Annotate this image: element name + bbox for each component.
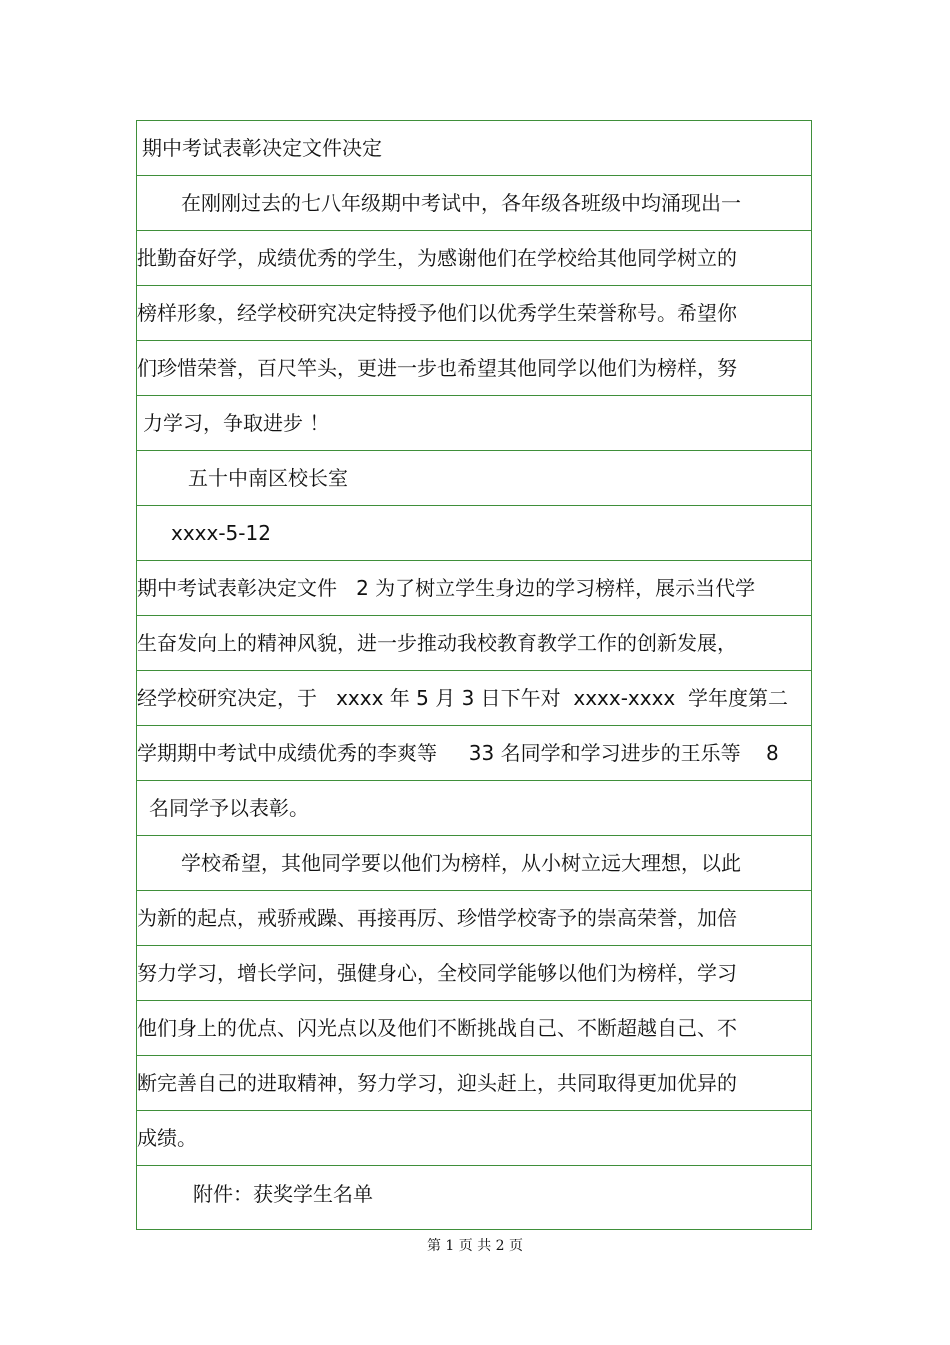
doc-row <box>137 616 811 671</box>
doc-row <box>137 671 811 726</box>
doc-row <box>137 396 811 451</box>
paragraph-line: 成绩。 <box>137 1126 197 1150</box>
doc-row <box>137 561 811 616</box>
doc-row <box>137 781 811 836</box>
paragraph-line: 学校希望，其他同学要以他们为榜样，从小树立远大理想，以此 <box>181 851 741 875</box>
doc-row <box>137 341 811 396</box>
paragraph-line: 们珍惜荣誉，百尺竿头，更进一步也希望其他同学以他们为榜样，努 <box>137 356 737 380</box>
paragraph-line: 榜样形象，经学校研究决定特授予他们以优秀学生荣誉称号。希望你 <box>137 301 737 325</box>
doc-row <box>137 286 811 341</box>
paragraph-line: 他们身上的优点、闪光点以及他们不断挑战自己、不断超越自己、不 <box>137 1016 737 1040</box>
doc-row <box>137 1056 811 1111</box>
signature-date: xxxx-5-12 <box>171 521 271 545</box>
doc-row <box>137 506 811 561</box>
page-indicator: 第 1 页 共 2 页 <box>426 1238 524 1254</box>
document-title: 期中考试表彰决定文件决定 <box>142 136 382 160</box>
paragraph-line: 在刚刚过去的七八年级期中考试中，各年级各班级中均涌现出一 <box>181 191 741 215</box>
doc-row <box>137 1001 811 1056</box>
paragraph-line: 名同学予以表彰。 <box>149 796 309 820</box>
paragraph-line: 断完善自己的进取精神，努力学习，迎头赶上，共同取得更加优异的 <box>137 1071 737 1095</box>
doc-row <box>137 836 811 891</box>
doc-row <box>137 231 811 286</box>
paragraph-line: 期中考试表彰决定文件 2 为了树立学生身边的学习榜样，展示当代学 <box>137 576 756 600</box>
document-frame <box>136 120 812 1230</box>
doc-row <box>137 1111 811 1166</box>
doc-row <box>137 726 811 781</box>
doc-row <box>137 176 811 231</box>
doc-row <box>137 121 811 176</box>
attachment-line: 附件：获奖学生名单 <box>193 1182 373 1206</box>
signature-office: 五十中南区校长室 <box>188 466 348 490</box>
doc-row <box>137 451 811 506</box>
doc-row <box>137 1166 811 1221</box>
paragraph-line: 经学校研究决定，于 xxxx 年 5 月 3 日下午对 xxxx-xxxx 学年度第二 <box>137 686 788 710</box>
paragraph-line: 努力学习，增长学问，强健身心，全校同学能够以他们为榜样，学习 <box>137 961 737 985</box>
paragraph-line: 生奋发向上的精神风貌，进一步推动我校教育教学工作的创新发展， <box>137 631 737 655</box>
paragraph-line: 为新的起点，戒骄戒躁、再接再厉、珍惜学校寄予的崇高荣誉，加倍 <box>137 906 737 930</box>
paragraph-line: 力学习，争取进步 ！ <box>143 411 330 435</box>
doc-row <box>137 891 811 946</box>
paragraph-line: 批勤奋好学，成绩优秀的学生，为感谢他们在学校给其他同学树立的 <box>137 246 737 270</box>
paragraph-line: 学期期中考试中成绩优秀的李爽等 33 名同学和学习进步的王乐等 8 <box>137 741 779 765</box>
doc-row <box>137 946 811 1001</box>
